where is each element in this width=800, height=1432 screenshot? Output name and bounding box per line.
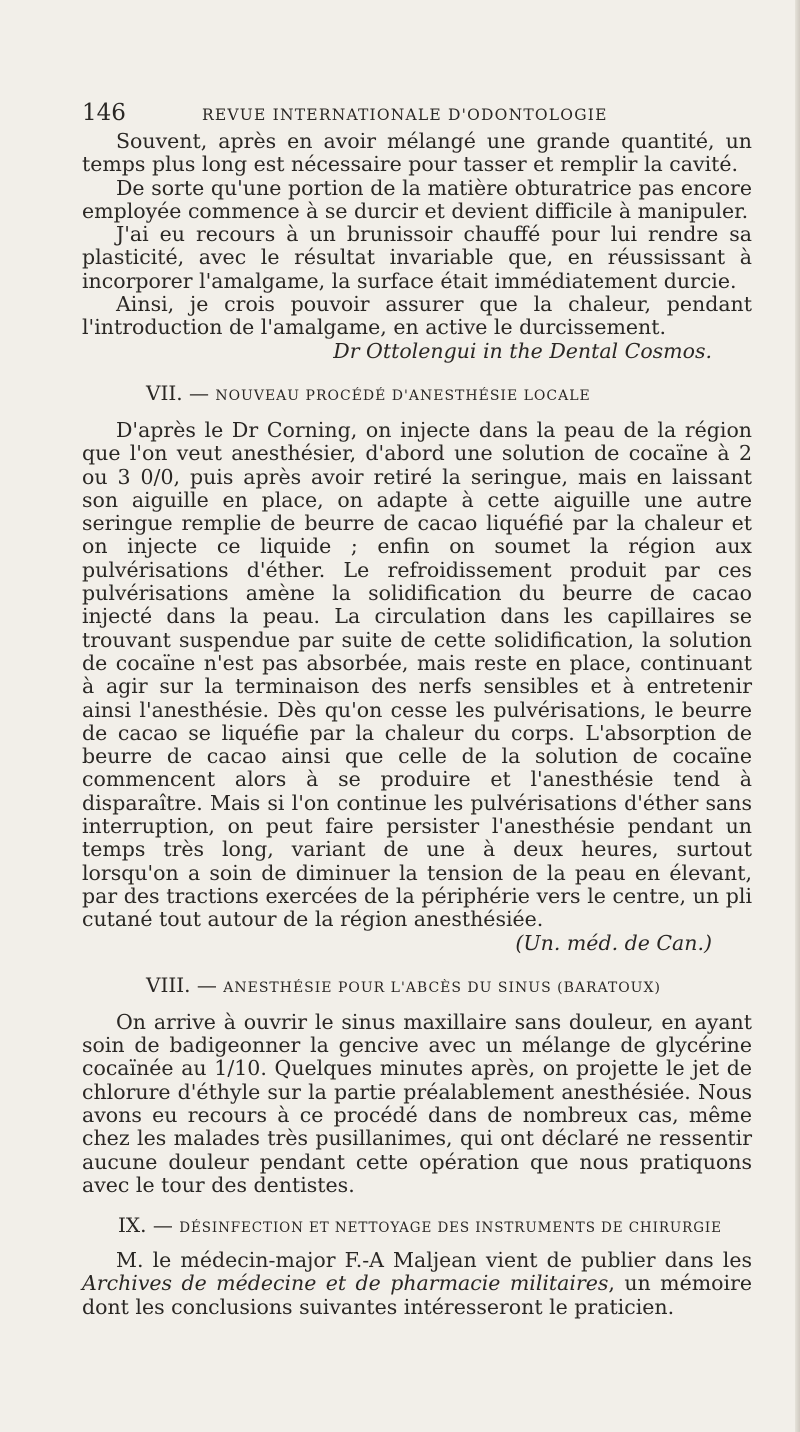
page-number: 146 <box>82 100 126 126</box>
intro-paragraph-1: Souvent, après en avoir mélangé une grande quantité, un temps plus long est nécessaire pour tasser et remplir la cavité. <box>82 129 752 177</box>
section-heading-vii <box>146 381 752 405</box>
section-heading-viii <box>146 973 752 997</box>
intro-paragraph-4: Ainsi, je crois pouvoir assurer que la chaleur, pendant l'introduction de l'amalgame, en active le durcissement. <box>82 292 752 340</box>
section-viii-body: On arrive à ouvrir le sinus maxillaire sans douleur, en ayant soin de badigeonner la gencive avec un mélange de glycérine cocaïnée au 1/10. Quelques minutes après, on projette le jet de chlorure d'éthyle sur la partie préalablement anesthésiée. Nous avons eu recours à ce procédé dans de nombreux cas, même chez les malades très pusillanimes, qui ont déclaré ne ressentir aucune douleur pendant cette opération que nous pratiquons avec le tour des dentistes. <box>82 1009 752 1197</box>
section-number: VIII. <box>146 972 191 997</box>
section-title: NOUVEAU PROCÉDÉ D'ANESTHÉSIE LOCALE <box>215 387 591 404</box>
section-ix-body <box>82 1249 752 1319</box>
section-dash: — <box>196 972 217 997</box>
intro-paragraph-3: J'ai eu recours à un brunissoir chauffé pour lui rendre sa plasticité, avec le résultat invariable que, en réussissant à incorporer l'amalgame, la surface était immédiatement durcie. <box>82 222 752 293</box>
intro-paragraph-2: De sorte qu'une portion de la matière obturatrice pas encore employée commence à se durcir et devient difficile à manipuler. <box>82 175 752 223</box>
section-vii-source: (Un. méd. de Can.) <box>515 930 712 955</box>
section-title: ANESTHÉSIE POUR L'ABCÈS DU SINUS (BARATOUX) <box>223 979 661 996</box>
section-ix-body-end: , un mémoire dont les conclusions suivantes intéresseront le praticien. <box>82 1271 752 1319</box>
section-dash: — <box>188 380 209 405</box>
page-header <box>82 100 752 126</box>
page-edge <box>795 0 800 1432</box>
section-dash: — <box>152 1213 173 1238</box>
section-heading-ix <box>118 1213 752 1237</box>
section-number: IX. <box>118 1213 147 1238</box>
section-number: VII. <box>146 380 183 405</box>
author-signature: Dr Ottolengui in the Dental Cosmos. <box>333 338 712 363</box>
section-vii-body: D'après le Dr Corning, on injecte dans la peau de la région que l'on veut anesthésier, d'abord une solution de cocaïne à 2 ou 3 0/0, puis après avoir retiré la seringue, mais en laissant son aiguille en place, on adapte à cette aiguille une autre seringue remplie de beurre de cacao liquéfié par la chaleur et on injecte ce liquide ; enfin on soumet la région aux pulvérisations d'éther. Le refroidissement produit par ces pulvérisations amène la solidification du beurre de cacao injecté dans la peau. La circulation dans les capillaires se trouvant suspendue par suite de cette solidification, la solution de cocaïne n'est pas absorbée, mais reste en place, continuant à agir sur la terminaison des nerfs sensibles et à entretenir ainsi l'anesthésie. Dès qu'on cesse les pulvérisations, le beurre de cacao se liquéfie par la chaleur du corps. L'absorption de beurre de cacao ainsi que celle de la solution de cocaïne commencent alors à se produire et l'anesthésie tend à disparaître. Mais si l'on continue les pulvérisations d'éther sans interruption, on peut faire persister l'anesthésie pendant un temps très long, variant de une à deux heures, surtout lorsqu'on a soin de diminuer la tension de la peau en élevant, par des tractions exercées de la périphérie vers le centre, un pli cutané tout autour de la région anesthésiée. <box>82 417 752 932</box>
section-ix-body-start: M. le médecin-major F.-A Maljean vient de publier dans les <box>116 1248 752 1273</box>
section-title: DÉSINFECTION ET NETTOYAGE DES INSTRUMENTS DE CHIRURGIE <box>179 1220 722 1237</box>
running-title: REVUE INTERNATIONALE D'ODONTOLOGIE <box>202 106 608 124</box>
journal-title: Archives de médecine et de pharmacie militaires <box>82 1271 609 1296</box>
